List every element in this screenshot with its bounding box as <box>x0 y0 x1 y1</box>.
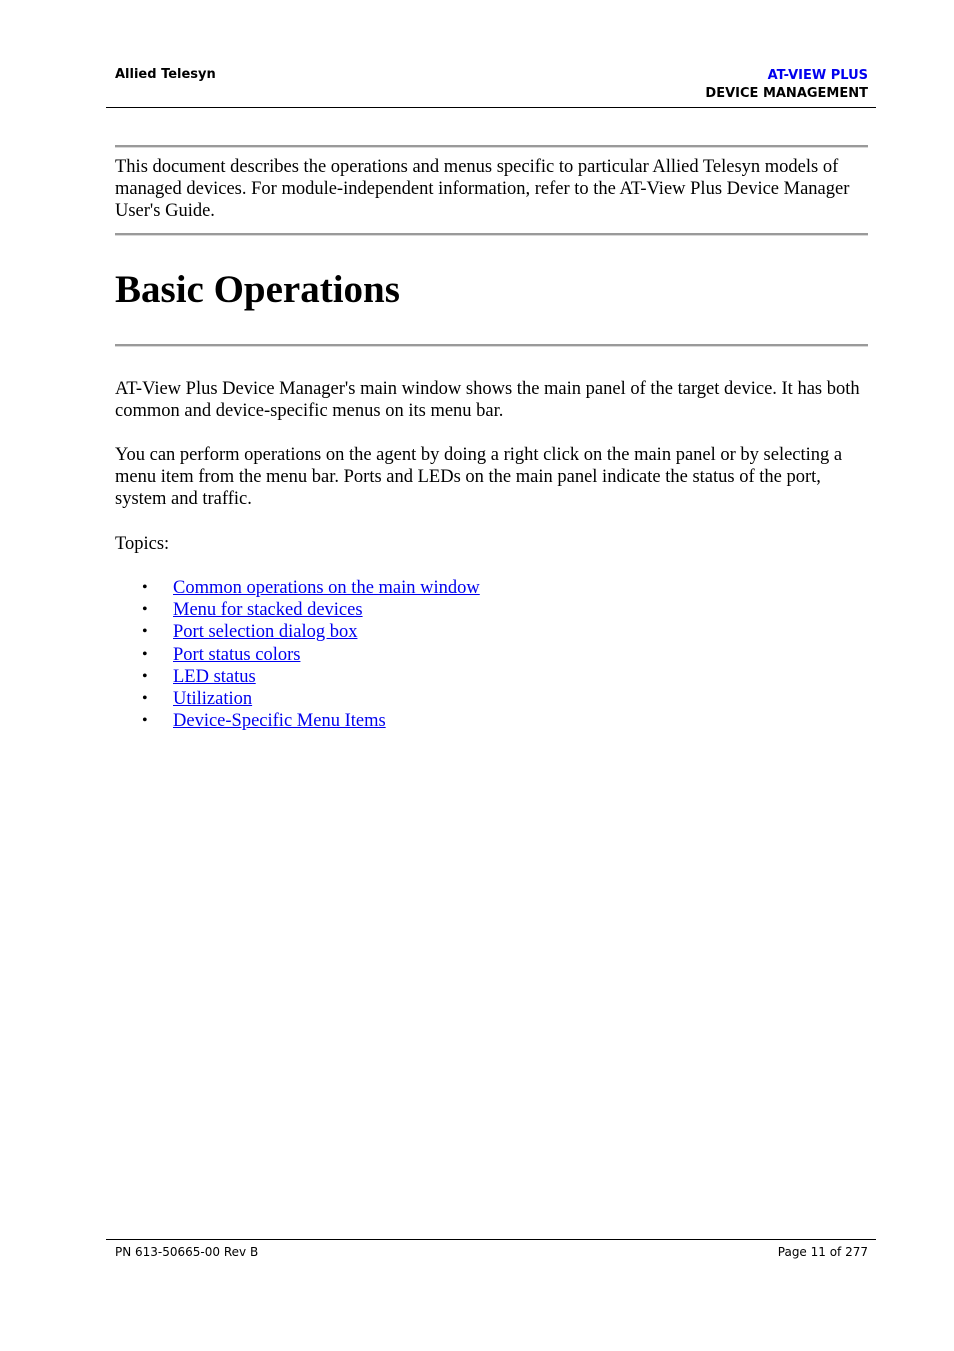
topic-link-port-status-colors[interactable]: Port status colors <box>173 644 301 665</box>
title-rule <box>115 344 868 347</box>
list-item <box>115 621 480 643</box>
company-name: Allied Telesyn <box>115 67 216 82</box>
topic-link-stacked-devices[interactable]: Menu for stacked devices <box>173 600 363 621</box>
page-title: Basic Operations <box>115 268 400 311</box>
paragraph-main-window: AT-View Plus Device Manager's main window shows the main panel of the target device. It has both common and device-specific menus on its menu bar. <box>115 379 860 421</box>
list-item <box>115 599 480 621</box>
topic-link-device-specific-menu[interactable]: Device-Specific Menu Items <box>173 711 386 732</box>
paragraph-operations: You can perform operations on the agent by doing a right click on the main panel or by selecting a menu item from the menu bar. Ports and LEDs on the main panel indicate the status of the port, system and traffic. <box>115 445 843 509</box>
topic-link-led-status[interactable]: LED status <box>173 666 256 687</box>
topics-list <box>115 577 480 732</box>
topic-link-common-operations[interactable]: Common operations on the main window <box>173 578 480 598</box>
topic-link-port-selection[interactable]: Port selection dialog box <box>173 622 358 643</box>
bullet-icon: • <box>142 645 148 663</box>
bullet-icon: • <box>142 667 148 685</box>
bullet-icon: • <box>142 579 148 596</box>
bullet-icon: • <box>142 601 148 619</box>
bullet-icon: • <box>142 712 148 730</box>
footer-divider <box>106 1239 876 1240</box>
intro-top-rule <box>115 145 868 148</box>
bullet-icon: • <box>142 689 148 707</box>
topic-link-utilization[interactable]: Utilization <box>173 688 253 709</box>
topics-label: Topics: <box>115 534 170 554</box>
product-name: AT-VIEW PLUS <box>767 68 868 83</box>
list-item <box>115 710 480 732</box>
page-number: Page 11 of 277 <box>777 1245 868 1259</box>
list-item <box>115 688 480 710</box>
list-item <box>115 577 480 599</box>
section-name: DEVICE MANAGEMENT <box>705 86 868 101</box>
bullet-icon: • <box>142 623 148 641</box>
intro-text: This document describes the operations and menus specific to particular Allied Telesyn models of managed devices. For module-independent information, refer to the AT-View Plus Device Manager User's Guide. <box>115 157 850 221</box>
intro-bottom-rule <box>115 233 868 236</box>
list-item <box>115 644 480 666</box>
part-number: PN 613-50665-00 Rev B <box>115 1245 259 1259</box>
list-item <box>115 666 480 688</box>
header-right <box>705 67 868 103</box>
header-divider <box>106 107 876 108</box>
